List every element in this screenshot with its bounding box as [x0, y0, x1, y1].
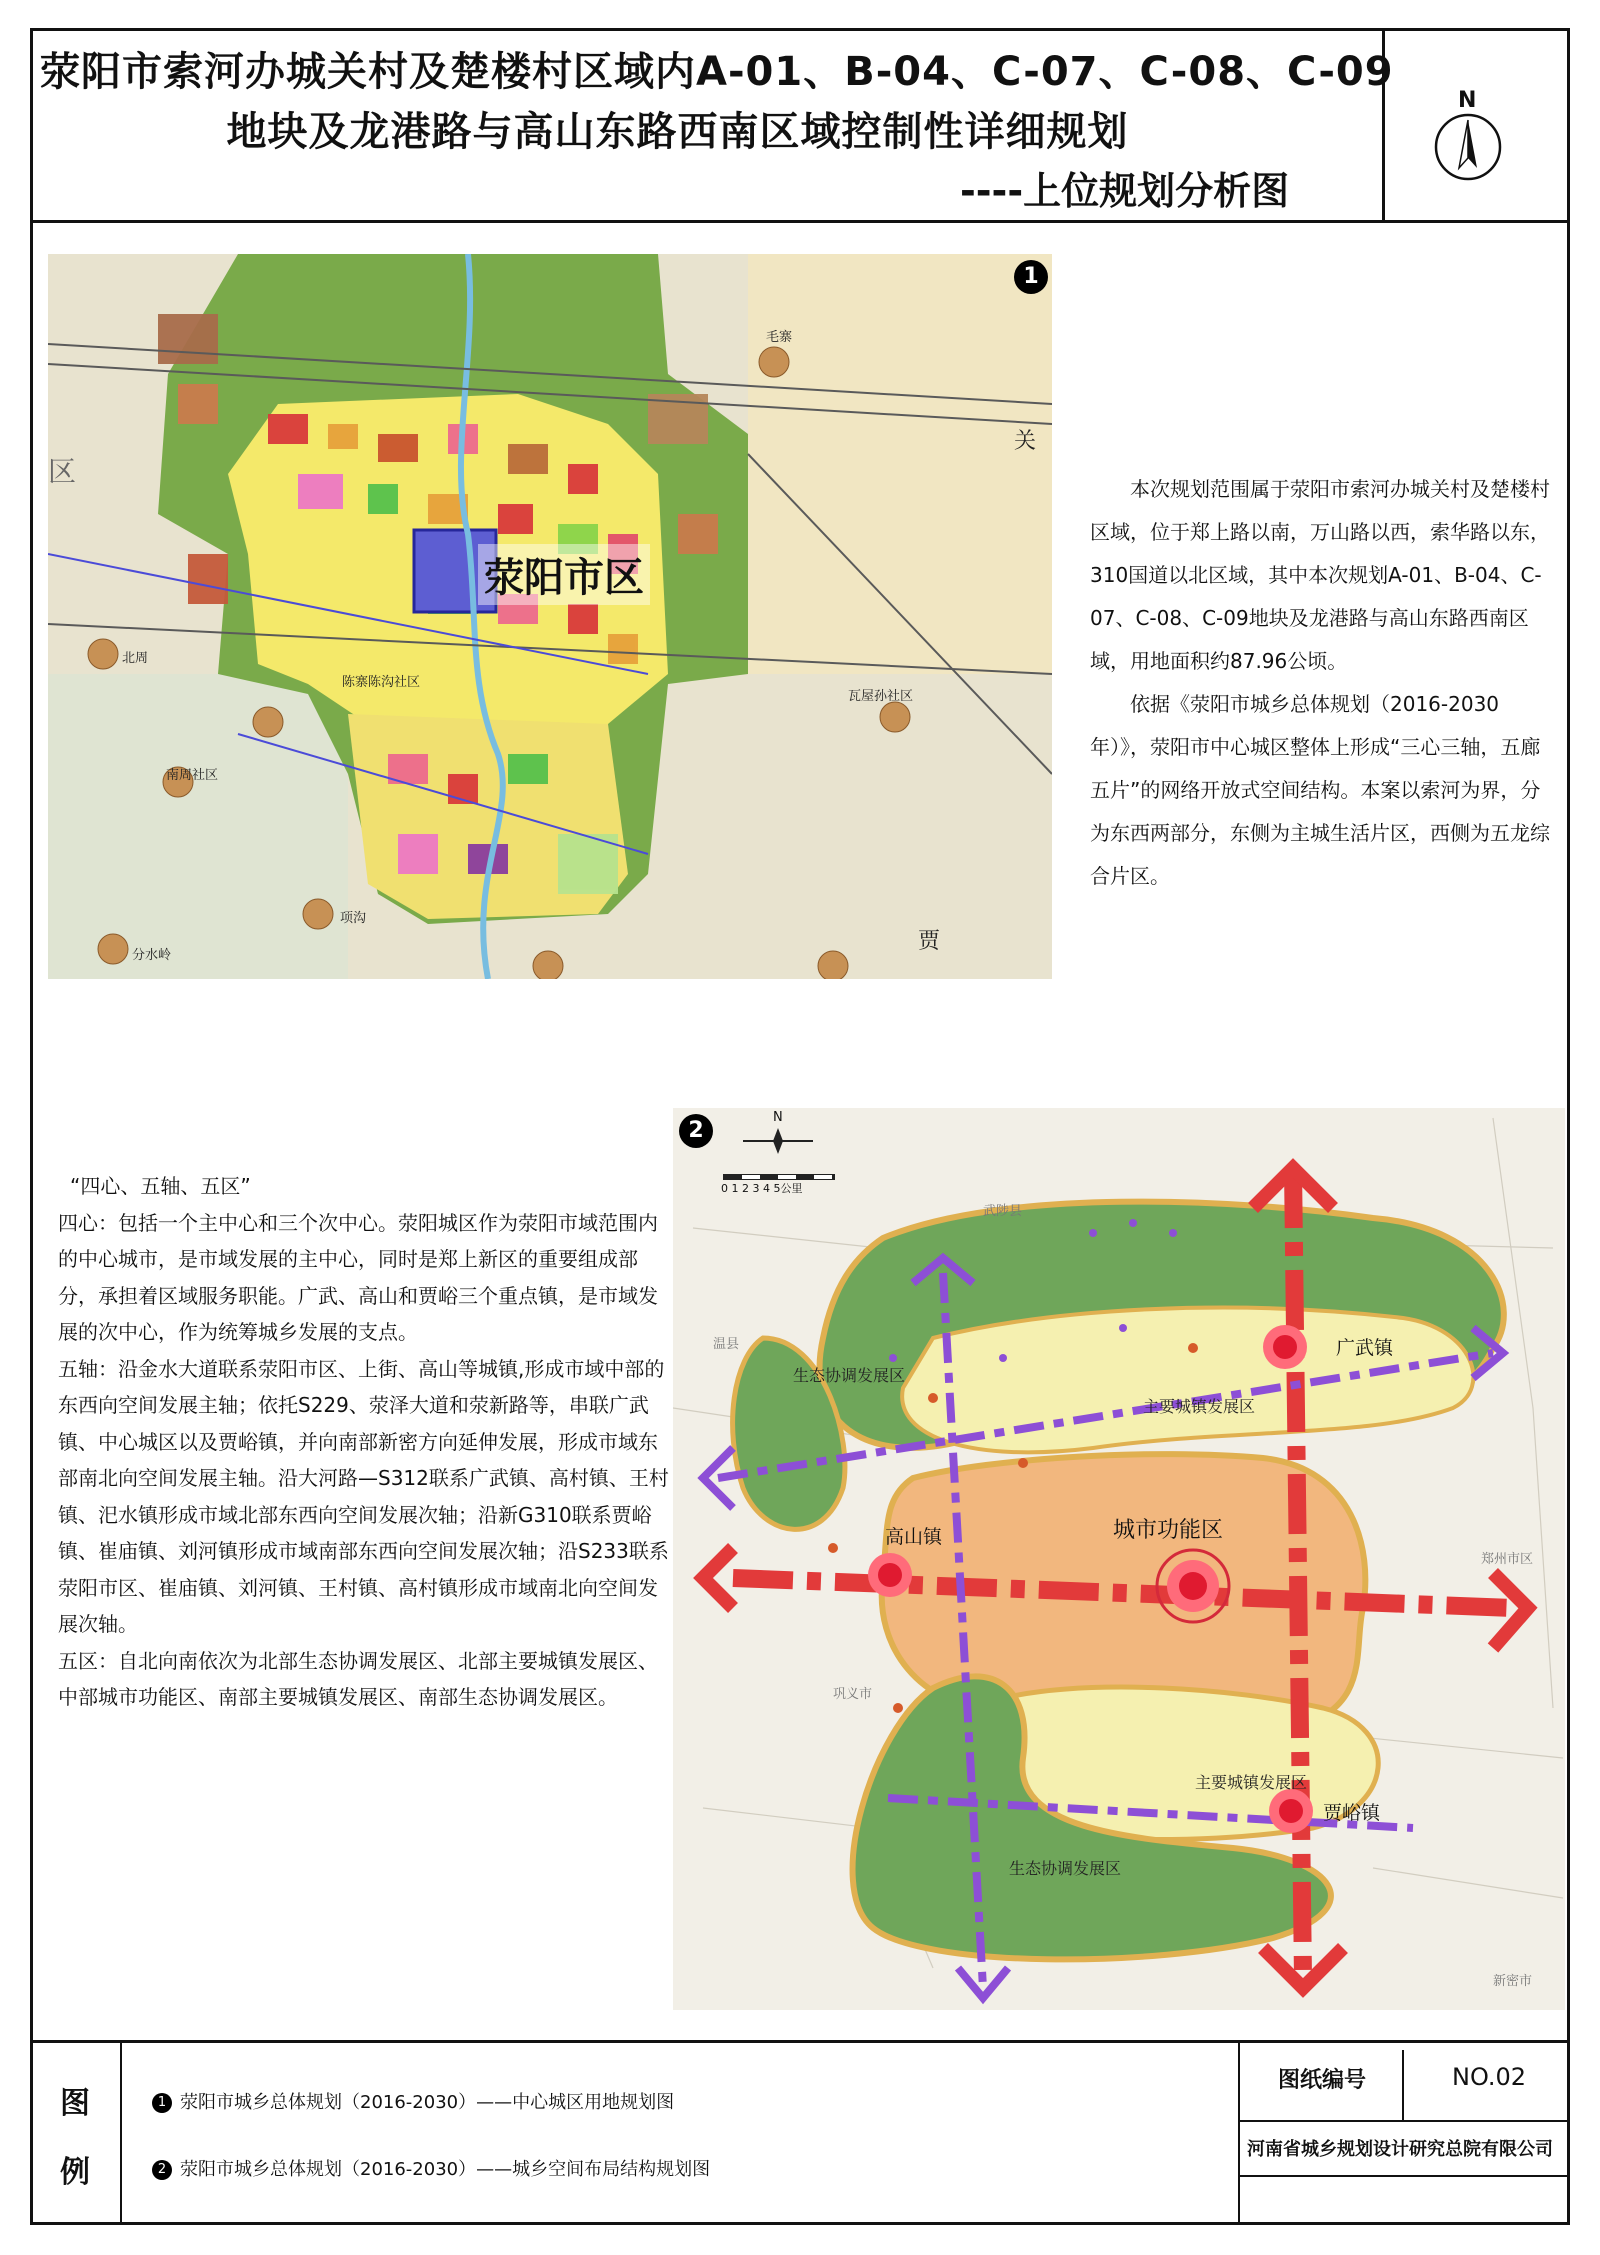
zone-label: 生态协调发展区: [1009, 1859, 1122, 1878]
map1-place-label: 项沟: [340, 911, 367, 926]
compass-icon: [743, 1126, 813, 1156]
map1-place-label: 区: [48, 455, 77, 488]
info-box-left-border: [1238, 2040, 1240, 2225]
title-line-1: 荥阳市索河办城关村及楚楼村区域内A-01、B-04、C-07、C-08、C-09: [40, 49, 1394, 95]
info-divider-horizontal: [1238, 2175, 1570, 2177]
description-2-para: 五区：自北向南依次为北部生态协调发展区、北部主要城镇发展区、中部城市功能区、南部主要城镇发展区、南部生态协调发展区。: [58, 1648, 658, 1709]
map1-place-label: 贾: [918, 929, 941, 954]
town-label: 高山镇: [885, 1526, 943, 1548]
map1-main-label: 荥阳市区: [478, 544, 650, 605]
north-letter: N: [1458, 88, 1477, 113]
info-divider-vertical: [1402, 2050, 1404, 2120]
title-line-2: 地块及龙港路与高山东路西南区域控制性详细规划: [226, 109, 1129, 155]
town-label: 贾峪镇: [1323, 1802, 1381, 1824]
description-2-heading: “四心、五轴、五区”: [70, 1174, 251, 1198]
neighbor-label: 郑州市区: [1481, 1552, 1534, 1567]
drawing-number-label: 图纸编号: [1278, 2068, 1367, 2093]
map1-place-label: 北周: [122, 651, 149, 666]
neighbor-label: 巩义市: [833, 1687, 873, 1702]
map1-place-label: 瓦屋孙社区: [848, 689, 914, 704]
zone-label: 主要城镇发展区: [1143, 1397, 1256, 1416]
legend-item-text: 荥阳市城乡总体规划（2016-2030）——中心城区用地规划图: [180, 2092, 675, 2113]
map1-place-label: 毛寨: [766, 330, 793, 345]
neighbor-label: 温县: [713, 1337, 740, 1352]
map2-compass-letter: N: [773, 1110, 783, 1125]
description-1-para: 本次规划范围属于荥阳市索河办城关村及楚楼村区域，位于郑上路以南，万山路以西，索华路以东，310国道以北区域，其中本次规划A-01、B-04、C-07、C-08、C-09地块及龙港路与高山东路西南区域，用地面积约87.96公顷。: [1090, 477, 1550, 673]
zone-label: 生态协调发展区: [793, 1366, 906, 1385]
land-use-map: [48, 254, 1052, 979]
north-arrow-icon: [1433, 112, 1503, 182]
map2-number-badge: 2: [679, 1114, 713, 1148]
legend-item: [152, 2088, 674, 2114]
town-label: 广武镇: [1336, 1337, 1394, 1359]
description-2-para: 四心：包括一个主中心和三个次中心。荥阳城区作为荥阳市域范围内的中心城市，是市域发展的主中心，同时是郑上新区的重要组成部分，承担着区域服务职能。广武、高山和贾峪三个重点镇，是市域发展的次中心，作为统筹城乡发展的支点。: [58, 1210, 658, 1344]
title-line-3: ----上位规划分析图: [960, 169, 1290, 213]
description-1-para: 依据《荥阳市城乡总体规划（2016-2030年）》，荥阳市中心城区整体上形成“三心三轴，五廊五片”的网络开放式空间结构。本案以索河为界，分为东西两部分，东侧为主城生活片区，西侧为五龙综合片区。: [1090, 692, 1550, 888]
map1-place-label: 关: [1014, 429, 1037, 454]
legend-item: [152, 2155, 710, 2181]
spatial-structure-map: [673, 1108, 1565, 2010]
map2-scale-label: 0 1 2 3 4 5公里: [721, 1182, 803, 1195]
zone-label: 主要城镇发展区: [1195, 1773, 1308, 1792]
description-2-para: 五轴：沿金水大道联系荥阳市区、上街、高山等城镇,形成市域中部的东西向空间发展主轴；依托S229、荥泽大道和荥新路等，串联广武镇、中心城区以及贾峪镇，并向南部新密方向延伸发展，形成市域东部南北向空间发展主轴。沿大河路—S312联系广武镇、高村镇、王村镇、汜水镇形成市域北部东西向空间发展次轴；沿新G310联系贾峪镇、崔庙镇、刘河镇形成市域南部东西向空间发展次轴；沿S233联系荥阳市区、崔庙镇、刘河镇、王村镇、高村镇形成市域南北向空间发展次轴。: [58, 1356, 669, 1636]
company-name: 河南省城乡规划设计研究总院有限公司: [1247, 2139, 1553, 2160]
description-1: [1090, 468, 1550, 898]
land-use-map-drawing: [48, 254, 1052, 979]
description-2: [58, 1168, 673, 1716]
neighbor-label: 武陟县: [983, 1204, 1023, 1219]
drawing-number-value: NO.02: [1452, 2063, 1527, 2091]
map1-number-badge: 1: [1014, 260, 1048, 294]
scale-bar: [723, 1174, 835, 1180]
legend-title-top: 图: [60, 2086, 90, 2121]
info-divider-horizontal: [1238, 2120, 1570, 2122]
map1-place-label: 南周社区: [166, 768, 219, 783]
legend-title-bottom: 例: [60, 2155, 90, 2190]
legend-item-number: 1: [152, 2093, 172, 2113]
zone-label: 城市功能区: [1113, 1518, 1224, 1543]
legend-item-text: 荥阳市城乡总体规划（2016-2030）——城乡空间布局结构规划图: [180, 2159, 711, 2180]
neighbor-label: 新密市: [1493, 1974, 1533, 1989]
map1-place-label: 陈寨陈沟社区: [342, 675, 421, 690]
map1-place-label: 分水岭: [132, 948, 172, 963]
legend-divider: [120, 2040, 122, 2225]
legend-item-number: 2: [152, 2160, 172, 2180]
